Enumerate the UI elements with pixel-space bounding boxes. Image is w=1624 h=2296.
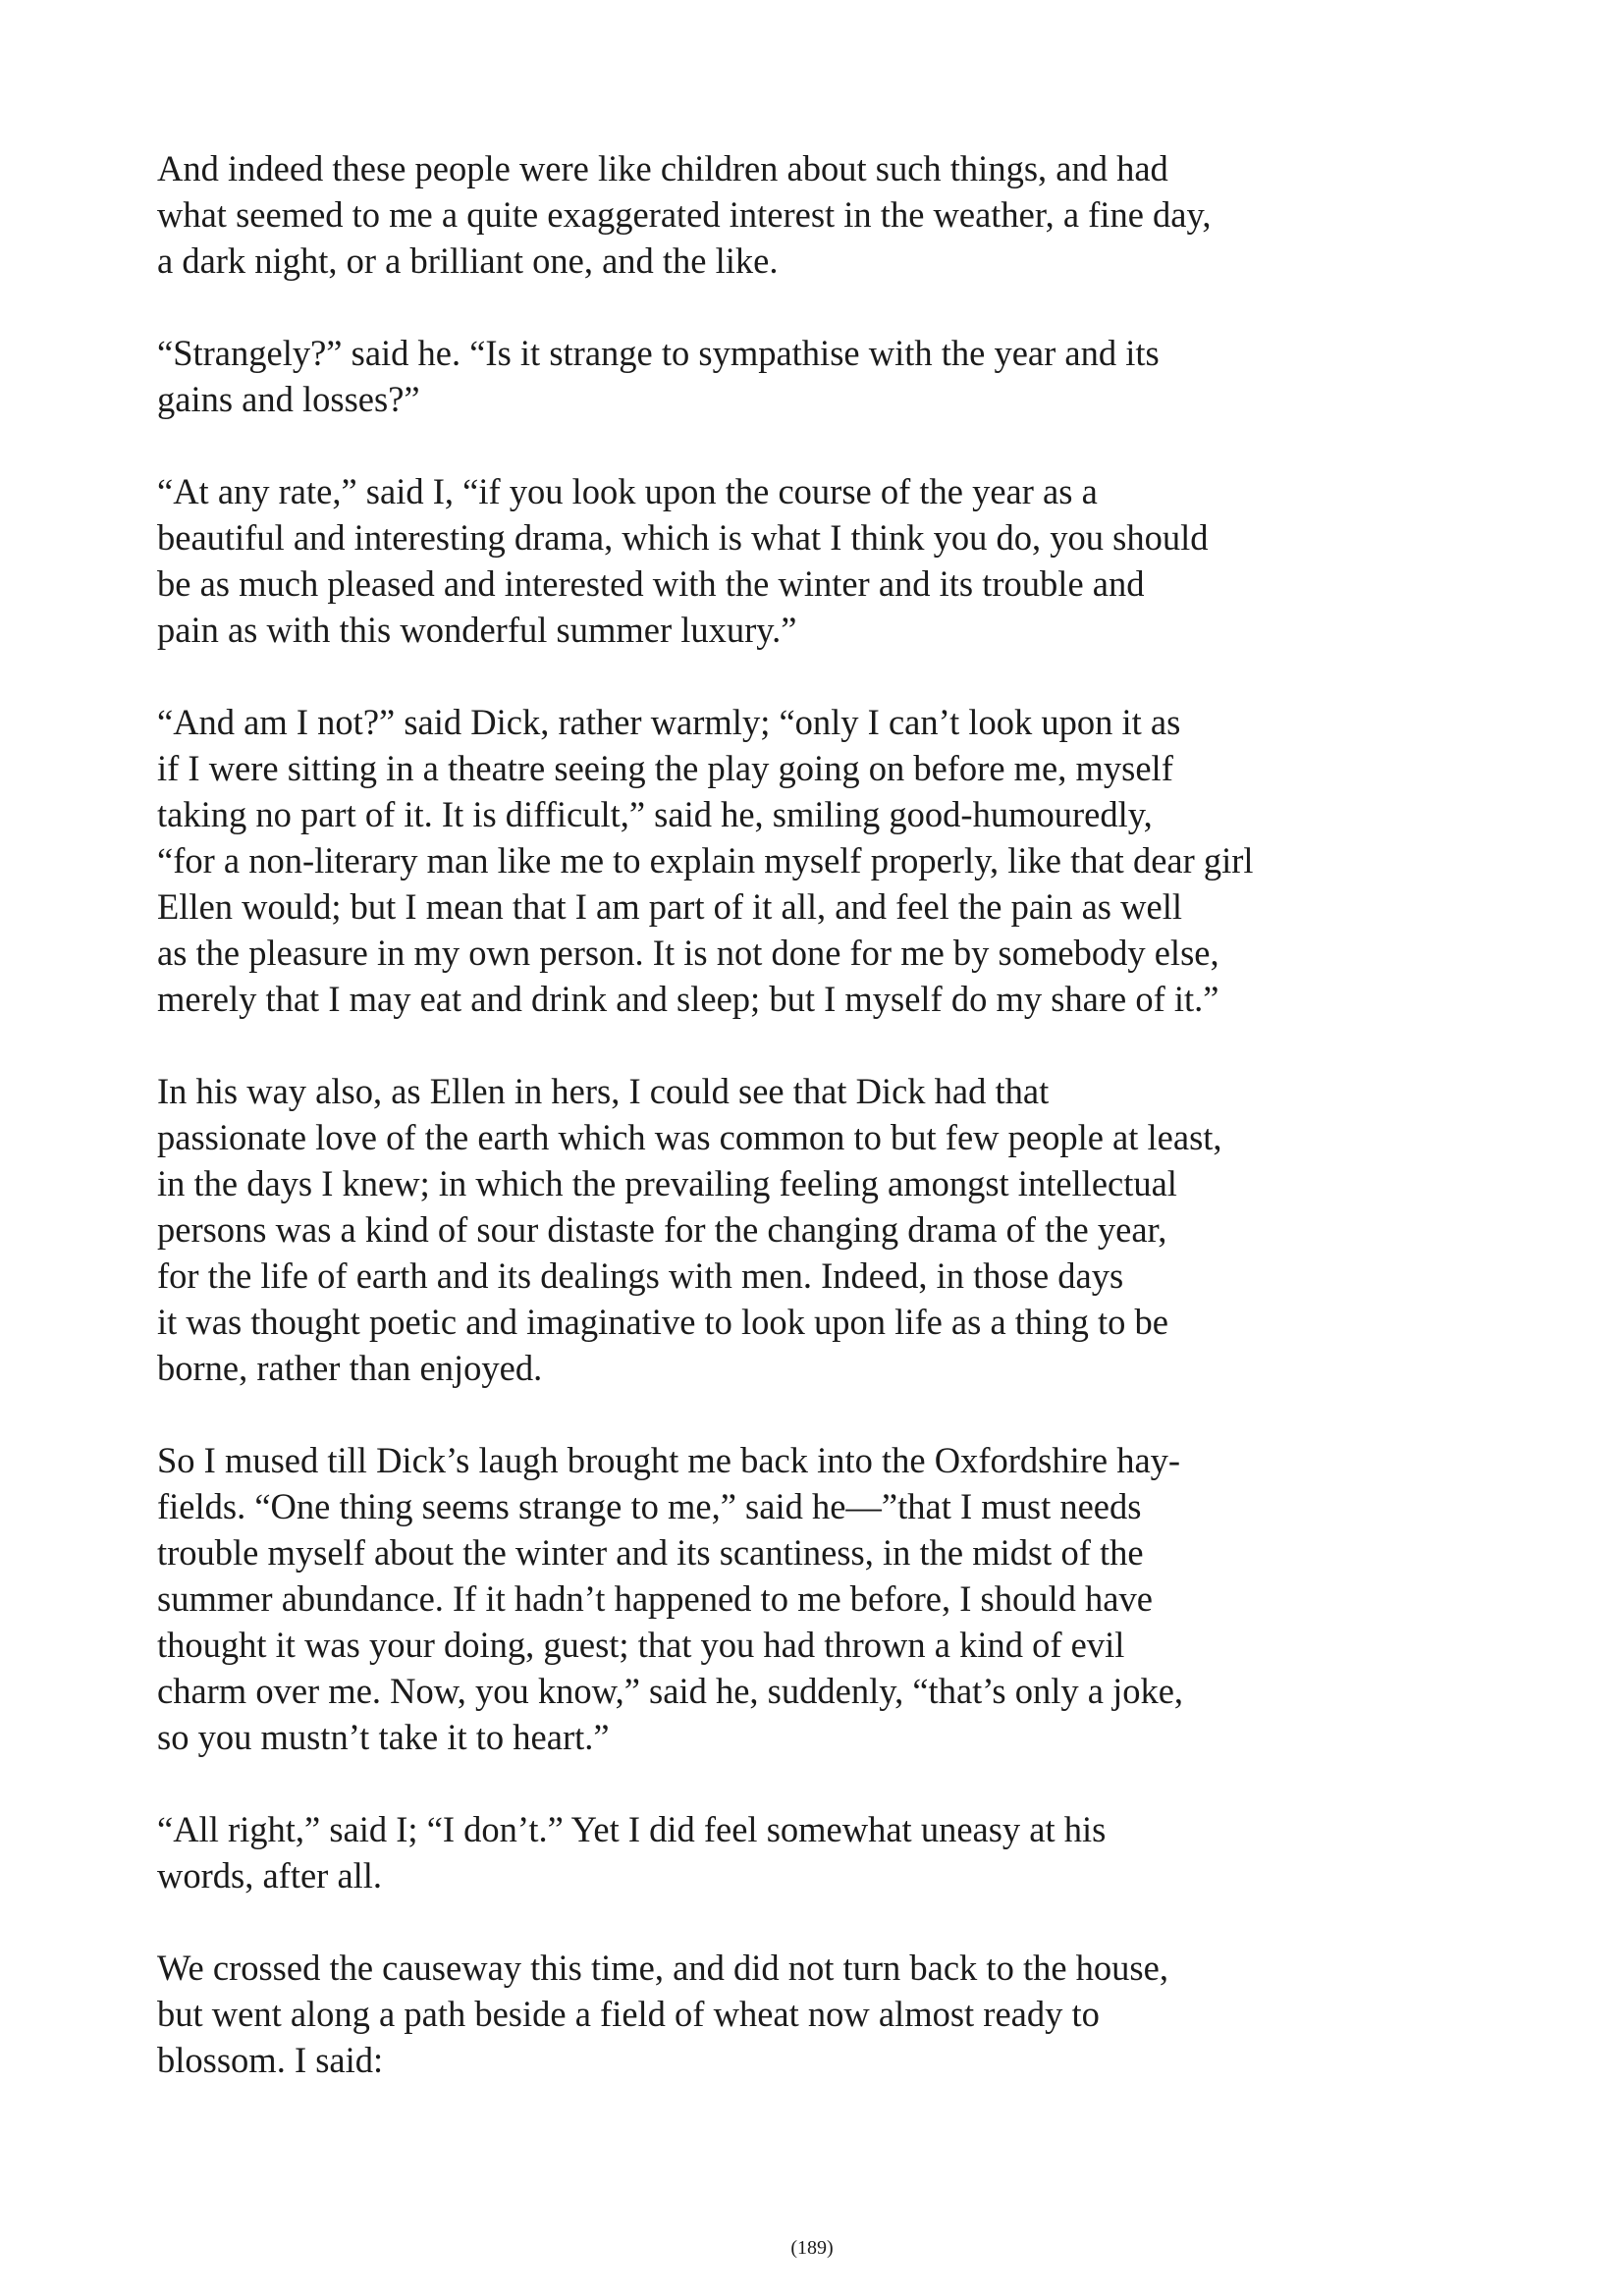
paragraph xyxy=(157,1437,1335,1760)
text-line: but went along a path beside a field of wheat now almost ready to xyxy=(157,1994,1100,2034)
text-line: In his way also, as Ellen in hers, I could see that Dick had that xyxy=(157,1071,1050,1111)
text-line: “At any rate,” said I, “if you look upon the course of the year as a xyxy=(157,471,1098,511)
text-line: blossom. I said: xyxy=(157,2040,384,2080)
text-line: in the days I knew; in which the prevailing feeling amongst intellectual xyxy=(157,1163,1177,1203)
text-line: “for a non-literary man like me to explain myself properly, like that dear girl xyxy=(157,840,1254,881)
text-line: “And am I not?” said Dick, rather warmly; “only I can’t look upon it as xyxy=(157,702,1181,742)
text-line: pain as with this wonderful summer luxury.” xyxy=(157,610,797,650)
text-line: so you mustn’t take it to heart.” xyxy=(157,1717,610,1757)
text-line: for the life of earth and its dealings with men. Indeed, in those days xyxy=(157,1255,1124,1296)
text-line: charm over me. Now, you know,” said he, suddenly, “that’s only a joke, xyxy=(157,1671,1184,1711)
paragraph xyxy=(157,1068,1335,1391)
text-line: gains and losses?” xyxy=(157,379,420,419)
text-line: “All right,” said I; “I don’t.” Yet I did feel somewhat uneasy at his xyxy=(157,1809,1107,1849)
text-line: what seemed to me a quite exaggerated interest in the weather, a fine day, xyxy=(157,194,1212,235)
text-line: fields. “One thing seems strange to me,” said he—”that I must needs xyxy=(157,1486,1142,1526)
text-line: merely that I may eat and drink and sleep; but I myself do my share of it.” xyxy=(157,979,1219,1019)
text-line: words, after all. xyxy=(157,1855,383,1896)
text-line: beautiful and interesting drama, which is what I think you do, you should xyxy=(157,517,1209,558)
text-line: And indeed these people were like children about such things, and had xyxy=(157,148,1168,188)
text-line: persons was a kind of sour distaste for the changing drama of the year, xyxy=(157,1209,1167,1250)
text-line: borne, rather than enjoyed. xyxy=(157,1348,543,1388)
text-line: taking no part of it. It is difficult,” said he, smiling good-humouredly, xyxy=(157,794,1153,834)
page-number: (189) xyxy=(790,2237,834,2259)
text-line: Ellen would; but I mean that I am part of it all, and feel the pain as well xyxy=(157,886,1182,927)
text-line: as the pleasure in my own person. It is not done for me by somebody else, xyxy=(157,933,1219,973)
body-text xyxy=(157,145,1335,2129)
paragraph xyxy=(157,1945,1335,2083)
text-line: trouble myself about the winter and its scantiness, in the midst of the xyxy=(157,1532,1144,1573)
text-line: thought it was your doing, guest; that you had thrown a kind of evil xyxy=(157,1625,1125,1665)
paragraph xyxy=(157,699,1335,1022)
paragraph xyxy=(157,330,1335,422)
paragraph xyxy=(157,468,1335,653)
paragraph xyxy=(157,1806,1335,1898)
text-line: be as much pleased and interested with the winter and its trouble and xyxy=(157,563,1145,604)
text-line: a dark night, or a brilliant one, and the like. xyxy=(157,240,779,281)
text-line: We crossed the causeway this time, and did not turn back to the house, xyxy=(157,1948,1168,1988)
text-line: “Strangely?” said he. “Is it strange to sympathise with the year and its xyxy=(157,333,1160,373)
text-line: if I were sitting in a theatre seeing the play going on before me, myself xyxy=(157,748,1173,788)
text-line: So I mused till Dick’s laugh brought me back into the Oxfordshire hay- xyxy=(157,1440,1181,1480)
paragraph xyxy=(157,145,1335,284)
text-line: summer abundance. If it hadn’t happened to me before, I should have xyxy=(157,1578,1153,1619)
text-line: it was thought poetic and imaginative to look upon life as a thing to be xyxy=(157,1302,1168,1342)
text-line: passionate love of the earth which was common to but few people at least, xyxy=(157,1117,1222,1157)
